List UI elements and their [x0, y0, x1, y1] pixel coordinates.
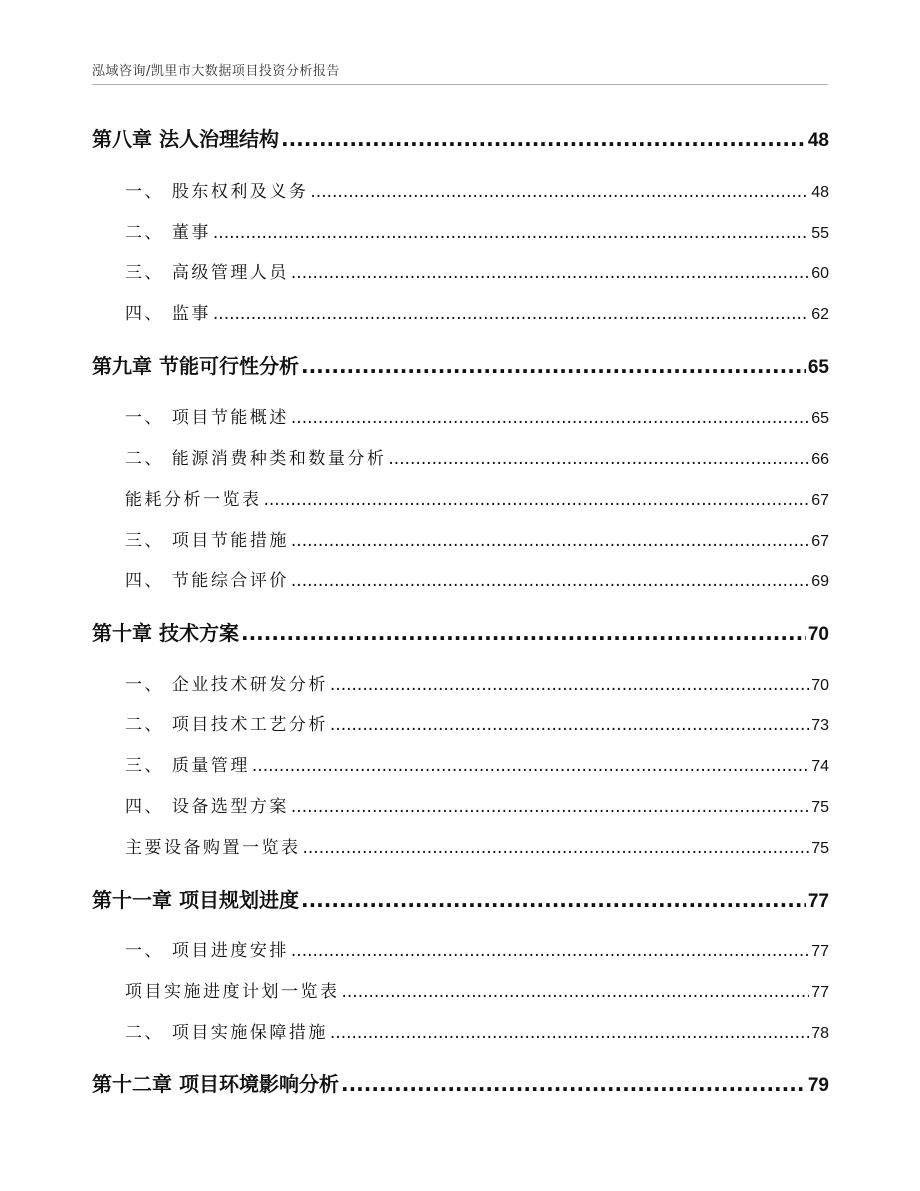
dot-leader [301, 888, 806, 912]
toc-section-entry[interactable] [125, 218, 829, 243]
toc-section-entry[interactable] [125, 936, 829, 961]
toc-section-entry[interactable] [125, 751, 829, 776]
toc-entry-title: 二、 项目实施保障措施 [125, 1023, 328, 1043]
toc-page-number: 48 [807, 130, 829, 151]
toc-chapter-entry[interactable] [92, 1068, 829, 1097]
toc-page-number: 69 [811, 573, 829, 590]
toc-entry-title: 主要设备购置一览表 [125, 838, 301, 858]
toc-entry-title: 四、 节能综合评价 [125, 571, 289, 591]
toc-page-number: 70 [807, 624, 829, 645]
dot-leader [301, 354, 806, 378]
toc-entry-title: 一、 股东权利及义务 [125, 182, 309, 202]
toc-entry-title: 一、 项目进度安排 [125, 941, 289, 961]
toc-page-number: 60 [811, 265, 829, 282]
dot-leader [388, 449, 809, 469]
toc-page-number: 55 [811, 225, 829, 242]
toc-entry-title: 第十章 技术方案 [92, 621, 239, 645]
dot-leader [213, 223, 809, 243]
toc-section-entry[interactable] [125, 670, 829, 695]
header-divider [92, 84, 828, 85]
toc-page-number: 77 [811, 943, 829, 960]
toc-section-entry[interactable] [125, 710, 829, 735]
dot-leader [303, 838, 810, 858]
toc-page-number: 77 [807, 891, 829, 912]
toc-entry-title: 二、 董事 [125, 223, 211, 243]
toc-page-number: 74 [811, 758, 829, 775]
running-header: 泓域咨询/凯里市大数据项目投资分析报告 [92, 64, 340, 79]
toc-entry-title: 第八章 法人治理结构 [92, 127, 279, 151]
dot-leader [291, 531, 809, 551]
toc-section-entry[interactable] [125, 258, 829, 283]
toc-entry-title: 三、 项目节能措施 [125, 531, 289, 551]
toc-entry-title: 四、 设备选型方案 [125, 797, 289, 817]
dot-leader [281, 127, 806, 151]
toc-chapter-entry[interactable] [92, 884, 829, 913]
dot-leader [341, 1072, 806, 1096]
dot-leader [264, 490, 810, 510]
toc-entry-title: 一、 企业技术研发分析 [125, 675, 328, 695]
toc-page-number: 70 [811, 677, 829, 694]
toc-page-number: 75 [811, 840, 829, 857]
toc-section-entry[interactable] [125, 792, 829, 817]
toc-page-number: 75 [811, 799, 829, 816]
toc-page-number: 79 [807, 1075, 829, 1096]
toc-entry-title: 二、 项目技术工艺分析 [125, 715, 328, 735]
toc-entry-title: 三、 高级管理人员 [125, 263, 289, 283]
toc-section-entry[interactable] [125, 485, 829, 510]
dot-leader [330, 1023, 809, 1043]
toc-page-number: 66 [811, 451, 829, 468]
toc-section-entry[interactable] [125, 444, 829, 469]
toc-page-number: 62 [811, 306, 829, 323]
toc-page-number: 67 [811, 492, 829, 509]
toc-section-entry[interactable] [125, 566, 829, 591]
toc-page-number: 77 [811, 984, 829, 1001]
dot-leader [252, 756, 809, 776]
toc-entry-title: 第十二章 项目环境影响分析 [92, 1072, 339, 1096]
dot-leader [213, 304, 809, 324]
toc-section-entry[interactable] [125, 1018, 829, 1043]
dot-leader [291, 797, 809, 817]
toc-section-entry[interactable] [125, 403, 829, 428]
toc-entry-title: 四、 监事 [125, 304, 211, 324]
dot-leader [330, 675, 809, 695]
toc-chapter-entry[interactable] [92, 123, 829, 152]
toc-entry-title: 第九章 节能可行性分析 [92, 354, 299, 378]
toc-entry-title: 能耗分析一览表 [125, 490, 262, 510]
dot-leader [310, 182, 809, 202]
toc-page-number: 67 [811, 533, 829, 550]
dot-leader [241, 621, 806, 645]
dot-leader [291, 263, 809, 283]
dot-leader [330, 715, 809, 735]
toc-page-number: 73 [811, 717, 829, 734]
toc-page-number: 48 [811, 184, 829, 201]
toc-entry-title: 二、 能源消费种类和数量分析 [125, 449, 387, 469]
toc-section-entry[interactable] [125, 299, 829, 324]
toc-entry-title: 项目实施进度计划一览表 [125, 982, 340, 1002]
toc-page-number: 65 [807, 357, 829, 378]
toc-section-entry[interactable] [125, 833, 829, 858]
toc-page-number: 78 [811, 1025, 829, 1042]
toc-section-entry[interactable] [125, 977, 829, 1002]
toc-section-entry[interactable] [125, 526, 829, 551]
dot-leader [291, 941, 809, 961]
dot-leader [342, 982, 810, 1002]
toc-section-entry[interactable] [125, 177, 829, 202]
toc-entry-title: 第十一章 项目规划进度 [92, 888, 299, 912]
toc-entry-title: 一、 项目节能概述 [125, 408, 289, 428]
toc-page-number: 65 [811, 410, 829, 427]
toc-entry-title: 三、 质量管理 [125, 756, 250, 776]
dot-leader [291, 408, 809, 428]
dot-leader [291, 571, 809, 591]
toc-chapter-entry[interactable] [92, 350, 829, 379]
toc-chapter-entry[interactable] [92, 617, 829, 646]
